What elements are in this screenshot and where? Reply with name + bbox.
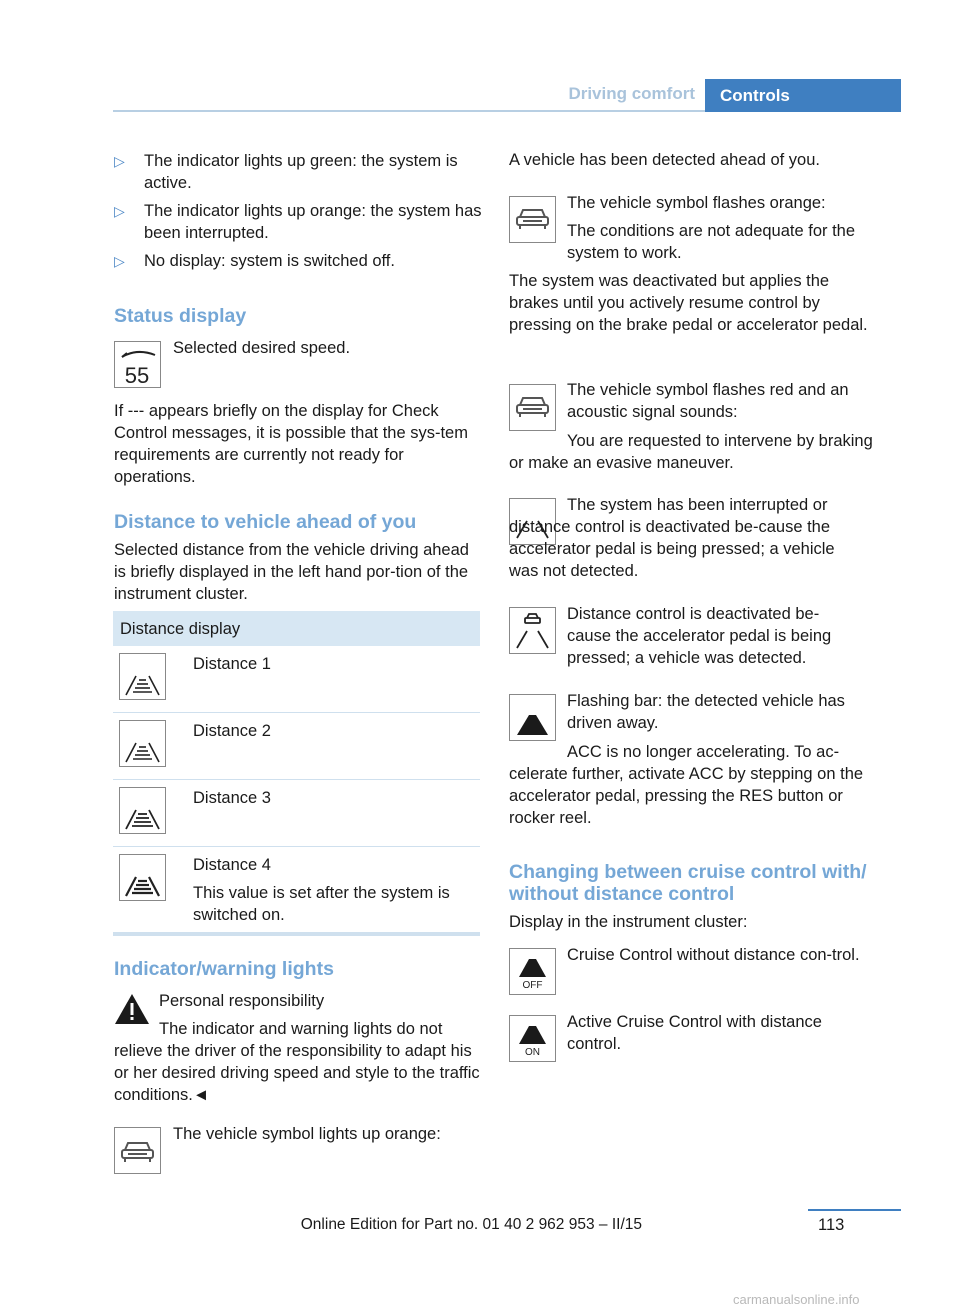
distance-2-label: Distance 2 [193,722,271,740]
deactivated-text: The system was deactivated but applies the brakes until you actively resume control by pressing on the brake pedal or accelerator pedal. [509,272,868,334]
vehicle-orange-text: The vehicle symbol lights up orange: [173,1125,441,1143]
desired-speed-text: Selected desired speed. [173,339,351,357]
changing-heading: Changing between cruise control with/ without distance control [509,861,867,905]
flash-orange-line1: The vehicle symbol flashes orange: [567,194,826,212]
table-end-rule [113,932,480,936]
desired-speed-icon [114,341,161,388]
distance-table-header: Distance display [113,611,480,646]
status-display-body: If --- appears briefly on the display for Check Control messages, it is possible that the sys-tem requirements are currently not ready for operations. [114,402,468,486]
distance-4-icon [119,854,166,901]
header-section-title: Driving comfort [568,84,695,103]
status-display-heading: Status display [114,305,247,327]
distance-2-icon [119,720,166,767]
list-item: ▷ No display: system is switched off. [114,252,395,270]
road-vehicle-detected-icon [509,607,556,654]
distance-1-label: Distance 1 [193,655,271,673]
table-divider [113,712,480,713]
list-item: ▷ The indicator lights up orange: the system has been interrupted. [114,202,482,242]
interrupted-text: The system has been interrupted or distance control is deactivated be-cause the accelerator pedal is being pressed; a vehicle was not detected. [509,496,835,580]
triangle-bullet-icon: ▷ [114,153,125,169]
cruise-control-off-text: Cruise Control without distance con-trol. [567,946,860,964]
indicator-heading: Indicator/warning lights [114,958,334,980]
flash-red-line2: You are requested to intervene by braking or make an evasive maneuver. [509,432,873,472]
active-cruise-control-on-icon [509,1015,556,1062]
table-divider [113,779,480,780]
svg-text:55: 55 [124,363,150,387]
distance-3-label: Distance 3 [193,789,271,807]
display-intro: Display in the instrument cluster: [509,913,748,931]
distance-3-icon [119,787,166,834]
vehicle-flash-orange-icon [509,196,556,243]
table-divider [113,846,480,847]
flash-orange-line2: The conditions are not adequate for the system to work. [567,222,856,262]
active-cruise-control-on-text: Active Cruise Control with distance control. [567,1013,822,1053]
footer-edition: Online Edition for Part no. 01 40 2 962 953 – II/15 [300,1216,642,1233]
header-chapter-tab: Controls [705,79,901,112]
warning-body: The indicator and warning lights do not relieve the driver of the responsibility to adapt his or her desired driving speed and style to the traffic conditions.◄ [114,1020,480,1104]
deactivated-detected-text: Distance control is deactivated be-cause the accelerator pedal is being pressed; a vehicle was detected. [567,605,832,667]
list-item: ▷ The indicator lights up green: the system is active. [114,152,458,192]
detected-text: A vehicle has been detected ahead of you. [509,151,820,169]
left-bullet-list [114,150,482,278]
footer-rule [808,1209,901,1211]
distance-1-icon [119,653,166,700]
distance-4-label: Distance 4 [193,856,271,874]
watermark: carmanualsonline.info [733,1292,860,1307]
flashing-bar-line1: Flashing bar: the detected vehicle has driven away. [567,692,845,732]
flashing-bar-line2: ACC is no longer accelerating. To ac-celerate further, activate ACC by stepping on the accelerator pedal, pressing the RES button or rocker reel. [509,743,864,827]
distance-heading: Distance to vehicle ahead of you [114,511,417,533]
svg-text:OFF: OFF [522,980,543,991]
triangle-bullet-icon: ▷ [114,203,125,219]
warning-title: Personal responsibility [159,992,325,1010]
vehicle-flash-red-icon [509,384,556,431]
svg-text:ON: ON [525,1047,540,1058]
distance-4-note: This value is set after the system is switched on. [193,884,450,924]
triangle-bullet-icon: ▷ [114,253,125,269]
vehicle-orange-icon [114,1127,161,1174]
header-rule [113,110,705,112]
cruise-control-off-icon [509,948,556,995]
flash-red-line1: The vehicle symbol flashes red and an acoustic signal sounds: [567,381,849,421]
flashing-bar-icon [509,694,556,741]
distance-body: Selected distance from the vehicle driving ahead is briefly displayed in the left hand por-tion of the instrument cluster. [114,541,469,603]
page-number: 113 [818,1216,845,1234]
